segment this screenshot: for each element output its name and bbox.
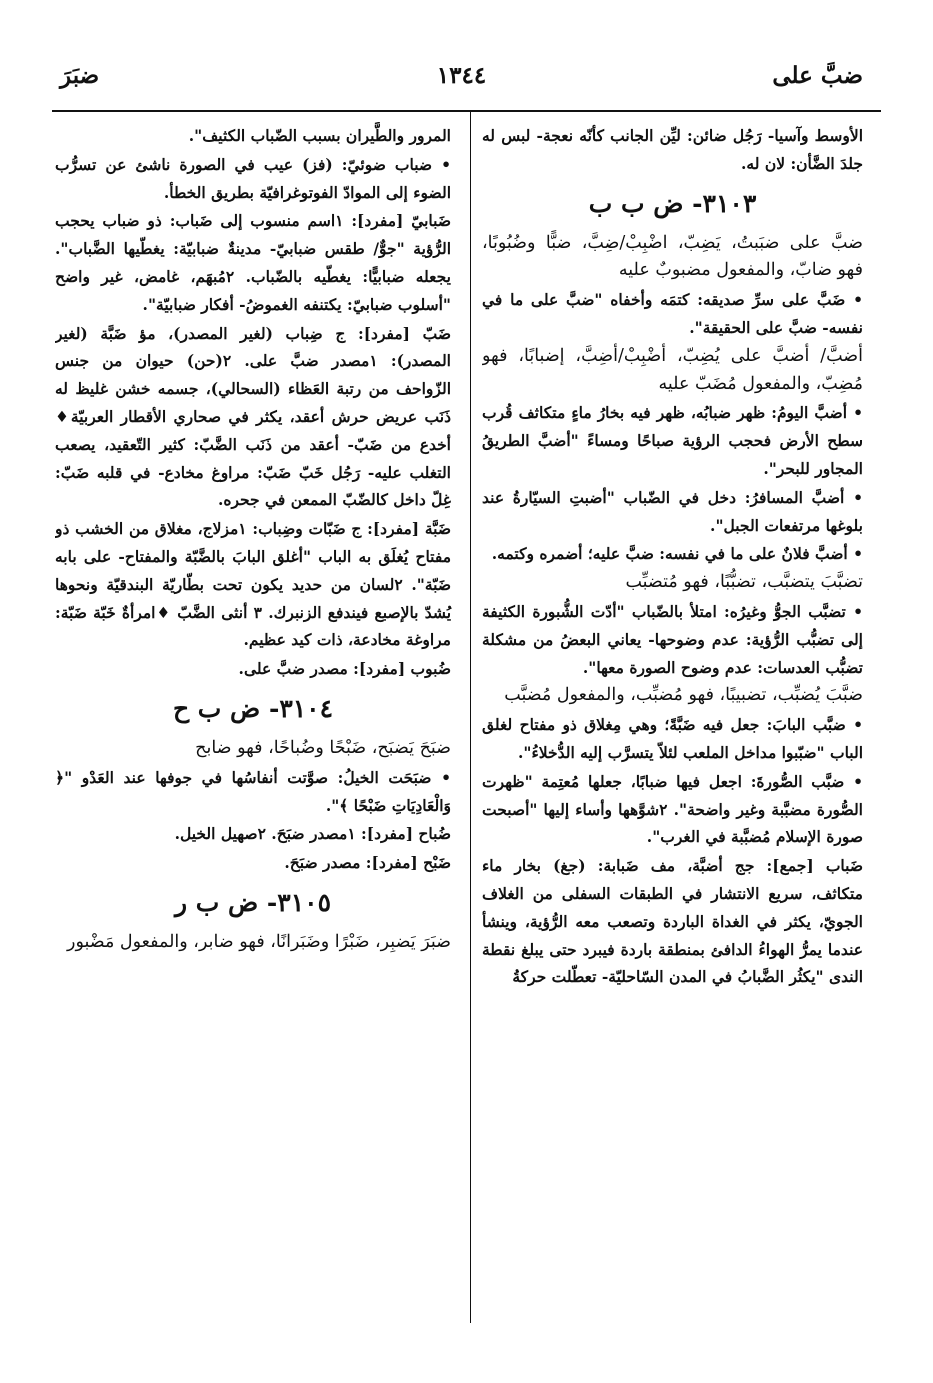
entry-paragraph: ضَباب [جمع]: جج أضبَّة، مف ضَبابة: (جغ) بخار ماء متكاثف، سريع الانتشار في الطبقات السفلى من الغلاف الجويّ، يكثر في الغداة الباردة وتصعب معه الرُّؤية، وينشأ عندما يمرُّ الهواءُ الدافئ بمنطقة باردة فيبرد حتى يبلغ نقطة الندى "يكثُر الضَّبابُ في المدن السّاحليّة- تعطّلت حركةُ [482,856,863,987]
page-header [60,62,863,102]
entry-paragraph: • ضبَحَت الخيلُ: صوَّتت أنفاسُها في جوفها عند العَدْو "﴿ وَالْعَادِيَاتِ ضَبْحًا ﴾". [55,767,451,815]
entry-paragraph: ضَبّ [مفرد]: ج ضِباب (لغير المصدر)، مؤ ضَبَّة (لغير المصدر): ١مصدر ضبَّ على. ٢(حن) حيوان من جنس الزّواحف من رتبة العَظاء (السحالي)، جسمه خشن غليظ له ذَنَب عريض حرش أعقد، يكثر في صحاري الأقطار العربيّة♦ أخدع من ضَبّ- أعقد من ذَنَب الضَّبّ: كثير التّعقيد، يصعب التغلب عليه- رَجُل خَبّ ضَبّ: مراوغ مخادع- في قلبه ضَبّ: غِلّ داخل كالضّبّ الممعن في جحره. [55,323,451,510]
right-column [482,122,863,1342]
entry-paragraph: ضَبابيّ [مفرد]: ١اسم منسوب إلى ضَباب: ذو ضباب يحجب الرُّؤية "جوٌّ/ طقس ضبابيّ- مدينةٌ ضبابيّة: يغطّيها الضَّباب". يجعله ضبابيًّا: يغطّيه بالضّباب. ٢مُبهَم، غامض، غير واضح "أسلوب ضبابيّ: يكتنفه الغموضُ- أفكار ضبابيّة". [55,211,451,314]
entry-paragraph: ضبَّ على ضبَبتُ، يَضِبّ، اضْبِبْ/ضِبَّ، ضبًّا وضُبُوبًا، فهو ضابّ، والمفعول مضبوبٌ عليه [482,232,863,281]
entry-paragraph: ضُبوب [مفرد]: مصدر ضبَّ على. [238,659,451,679]
column-divider [470,112,471,1323]
entry-paragraph: • ضباب ضوئيّ: (فز) عيب في الصورة ناشئ عن تسرُّب الضوء إلى الموادّ الفوتوغرافيّة بطريق الخطأ. [55,154,451,202]
entry-paragraph: • ضبَّب الصُّورةَ: اجعل فيها ضبابًا، جعلها مُعتِمة "ظهرت الصُّورة مضبَّبة وغير واضحة". ٢شوَّهها وأساء إليها "أصبحت صورة الإسلام مُضبَّبة في الغرب". [482,771,863,847]
root-heading: ٣١٠٤- ض ب ح [172,693,334,723]
entry-paragraph: ضبَرَ يَضبِر، ضَبْرًا وضَبَرانًا، فهو ضابر، والمفعول مَضْبور [67,931,451,952]
root-heading: ٣١٠٥- ض ب ر [174,887,332,917]
entry-paragraph: ضَبَّة [مفرد]: ج ضَبّات وضِباب: ١مزلاج، مغلاق من الخشب ذو مفتاح يُغلَق به الباب "أغلق البابَ بالضَّبّة والمفتاح- على بابه ضَبّة". ٢لسان من حديد يكون تحت بطّاريّة البندقيّة ونحوها يُشدّ بالإصبع فيندفع الزنبرك. ٣ أنثى الضَّبّ ♦امرأةٌ خَبّة ضَبّة: مراوغة مخادعة، ذات كيد عظيم. [55,519,452,650]
entry-paragraph: المرور والطَّيران بسبب الضّباب الكثيف". [188,126,451,145]
entry-paragraph: ضبَحَ يَضبَح، ضَبْحًا وضُباحًا، فهو ضابح [195,737,451,758]
root-heading: ٣١٠٣- ض ب ب [588,188,757,218]
header-left-word: ضبَرَ [60,62,100,89]
header-rule [52,110,881,112]
entry-paragraph: ضُباح [مفرد]: ١مصدر ضبَحَ. ٢صهيل الخيل. [174,824,451,844]
left-column [55,122,463,1322]
entry-paragraph: ضبَّبَ يُضبِّب، تضبيبًا، فهو مُضبِّب، والمفعول مُضبَّب [504,685,863,706]
entry-paragraph: أضبَّ/ أضبَّ على يُضِبّ، أضْبِبْ/أضِبَّ، إضبابًا، فهو مُضِبّ، والمفعول مُضَبّ عليه [482,345,863,394]
entry-paragraph: • أضبَّ المسافرُ: دخل في الضّباب "أضبتِ السيّارةُ عند بلوغها مرتفعات الجبل". [482,487,863,535]
header-right-word: ضبَّ على [772,62,863,89]
entry-paragraph: • ضَبَّ على سرِّ صديقه: كتمَه وأخفاه "ضبَّ على ما في نفسه- ضبَّ على الحقيقة". [482,290,863,337]
entry-paragraph: الأوسط وآسيا- رَجُل ضائن: ليِّن الجانب كأنّه نعجة- لبس له جلدَ الضَّأن: لان له. [482,126,863,173]
entry-paragraph: تضبَّبَ يتضبَّب، تضبُّبًا، فهو مُتضبِّب [625,572,863,593]
entry-paragraph: ضَبْح [مفرد]: مصدر ضبَحَ. [284,853,451,873]
entry-paragraph: • تضبَّب الجوُّ وغيرُه: امتلأ بالضّباب "أدّت الشُّبورة الكثيفة إلى تضبُّب الرُّؤية: عدم وضوحها- يعاني البعضُ من مشكلة تضبُّب العدسات: عدم وضوح الصورة معها". [482,601,863,677]
page-number: ١٣٤٤ [436,62,487,89]
entry-paragraph: • أضبَّ فلانٌ على ما في نفسه: ضبَّ عليه؛ أضمره وكتمه. [491,544,863,564]
entry-paragraph: • ضبَّب البابَ: جعل فيه ضَبَّةً؛ وهي مِغلاق ذو مفتاح لغلق الباب "ضبّبوا مداخل الملعب لئلاّ يتسرَّب إليه الدُّخلاءُ". [482,715,863,762]
entry-paragraph: • أضبَّ اليومُ: ظهر ضبابُه، ظهر فيه بخارُ ماءٍ متكاثف قُرب سطح الأرض فحجب الرؤية صباحًا ومساءً "أضبَّ الطريقُ المجاور للبحر". [482,403,863,478]
